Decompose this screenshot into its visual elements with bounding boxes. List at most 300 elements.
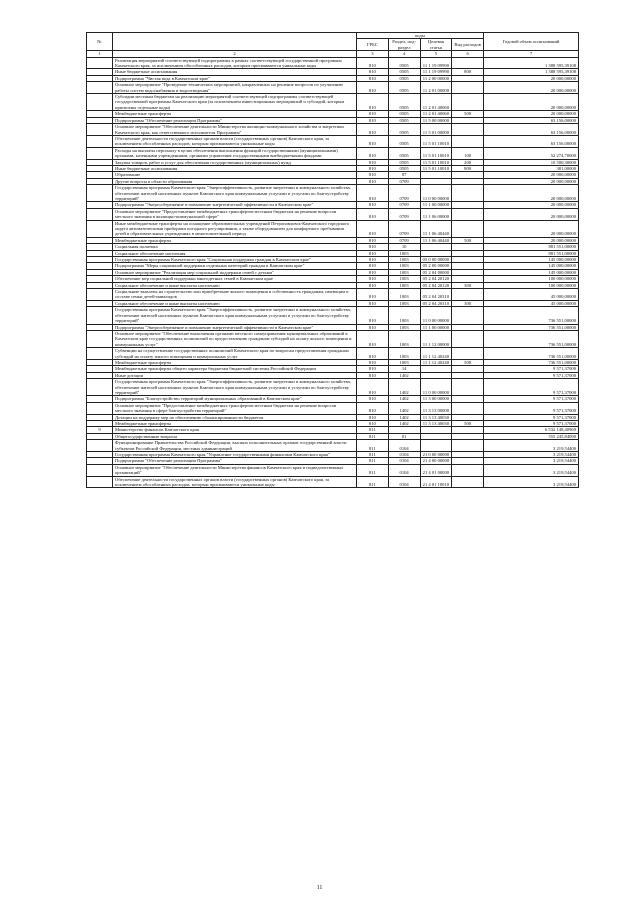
cell-cs: 11 3 13 40030	[420, 421, 452, 427]
cell-grbs: 810	[357, 82, 389, 94]
cell-vr	[452, 379, 484, 396]
table-row	[87, 220, 579, 237]
cell-vr: 200	[452, 159, 484, 165]
cell-cs: 11 5 01 10010	[420, 165, 452, 171]
cell-cs: 11 0 00 00000	[420, 379, 452, 396]
cell-sum: 3 219,54400	[484, 458, 579, 464]
cell-sum: 45 000,00000	[484, 289, 579, 301]
cell-sum: 3 219,54400	[484, 476, 579, 488]
cell-vr	[452, 124, 484, 136]
cell-grbs: 810	[357, 147, 389, 159]
cell-sum: 100 000,00000	[484, 276, 579, 282]
cell-sum: 100 000,00000	[484, 282, 579, 288]
cell-rz: 0505	[388, 82, 420, 94]
cell-sum: 20 000,00000	[484, 178, 579, 184]
cell-vr: 500	[452, 111, 484, 117]
cell-cs: 21 4 00 00000	[420, 458, 452, 464]
cell-cs: 11 1 12 00000	[420, 330, 452, 347]
cell-name: Иные дотации	[113, 372, 357, 378]
cell-vr	[452, 220, 484, 237]
cell-cs: 11 1 06 00000	[420, 208, 452, 220]
cell-rz: 1402	[388, 402, 420, 414]
cell-num	[87, 82, 113, 94]
cell-name: Расходы на выплаты персоналу в целях обеспечения выполнения функций государственными (муниципальными) органами, казенными учреждениями, органами управления государственными внебюджетными фондами	[113, 147, 357, 159]
cell-sum: 9 571,37000	[484, 366, 579, 372]
cell-sum: 1 388 595,39108	[484, 69, 579, 75]
cell-grbs: 810	[357, 208, 389, 220]
cell-vr: 500	[452, 237, 484, 243]
cell-vr	[452, 135, 484, 147]
cell-sum: 145 000,00000	[484, 257, 579, 263]
cell-sum: 3 219,54400	[484, 464, 579, 476]
cell-name: Министерство финансов Камчатского края	[113, 427, 357, 433]
page-number: 11	[316, 885, 323, 891]
cell-grbs: 810	[357, 69, 389, 75]
cell-name: Межбюджетные трансферты	[113, 111, 357, 117]
cell-name: Подпрограмма "Обеспечение реализации Программы"	[113, 458, 357, 464]
cell-name: Функционирование Правительства Российской Федерации, высших исполнительных органов государственной власти субъектов Российской Федерации, местных администраций	[113, 440, 357, 452]
cell-grbs: 810	[357, 421, 389, 427]
cell-sum: 9 571,37000	[484, 379, 579, 396]
cell-cs: 11 2 01 00000	[420, 82, 452, 94]
cell-grbs: 810	[357, 396, 389, 402]
cell-sum: 9 571,37000	[484, 414, 579, 420]
cell-name: Подпрограмма "Энергосбережение и повышение энергетической эффективности в Камчатском крае"	[113, 202, 357, 208]
cell-num	[87, 289, 113, 301]
cell-grbs: 811	[357, 433, 389, 439]
cell-cs: 05 2 04 20120	[420, 276, 452, 282]
cell-rz: 0104	[388, 440, 420, 452]
cell-name: Субсидии местным бюджетам на реализацию мероприятий соответствующей подпрограммы соответствующей государственной программы Камчатского края (за исключением инвестиционных мероприятий и субсидий, которым присвоены отдельные коды)	[113, 94, 357, 111]
table-row	[87, 94, 579, 111]
cell-vr	[452, 289, 484, 301]
cell-grbs: 810	[357, 250, 389, 256]
cell-name: Межбюджетные трансферты	[113, 237, 357, 243]
cell-grbs: 810	[357, 307, 389, 324]
cell-grbs: 811	[357, 440, 389, 452]
cell-name: Общегосударственные вопросы	[113, 433, 357, 439]
cell-grbs: 810	[357, 414, 389, 420]
cell-grbs: 810	[357, 220, 389, 237]
cell-sum: 63 156,00000	[484, 135, 579, 147]
cell-num	[87, 147, 113, 159]
cell-rz: 0505	[388, 57, 420, 69]
cell-name: Подпрограмма "Меры социальной поддержки отдельных категорий граждан в Камчатском крае"	[113, 263, 357, 269]
table-row	[87, 124, 579, 136]
header-cs: Целевая статья	[420, 39, 452, 51]
cell-sum: 63 156,00000	[484, 117, 579, 123]
cell-name: Основное мероприятие "Проведение технических мероприятий, направленных на решение вопросов по улучшению работы систем водоснабжения и водоотведения"	[113, 82, 357, 94]
cell-rz: 1003	[388, 300, 420, 306]
cell-cs: 05 0 00 00000	[420, 257, 452, 263]
cell-rz: 1003	[388, 359, 420, 365]
cell-sum: 3 219,54400	[484, 440, 579, 452]
cell-rz: 0505	[388, 94, 420, 111]
cell-sum: 20 000,00000	[484, 94, 579, 111]
cell-num	[87, 402, 113, 414]
cell-cs: 21 0 00 00000	[420, 452, 452, 458]
cell-num	[87, 208, 113, 220]
cell-rz: 1003	[388, 250, 420, 256]
cell-sum: 9 571,37000	[484, 396, 579, 402]
cell-sum: 381,00000	[484, 165, 579, 171]
cell-rz: 14	[388, 366, 420, 372]
cell-vr	[452, 402, 484, 414]
cell-vr	[452, 82, 484, 94]
cell-cs: 11 1 00 00000	[420, 324, 452, 330]
cell-rz: 0505	[388, 75, 420, 81]
cell-name: Межбюджетные трансферты	[113, 359, 357, 365]
cell-cs: 21 4 01 00000	[420, 464, 452, 476]
cell-rz: 0709	[388, 237, 420, 243]
cell-rz: 07	[388, 172, 420, 178]
cell-name: Основное мероприятие "Обеспечение деятельности Министерства финансов Камчатского края и подведомственных организаций"	[113, 464, 357, 476]
cell-vr: 300	[452, 282, 484, 288]
cell-rz: 1003	[388, 289, 420, 301]
cell-num	[87, 307, 113, 324]
table-row	[87, 185, 579, 202]
cell-name: Межбюджетные трансферты общего характера бюджетам бюджетной системы Российской Федерации	[113, 366, 357, 372]
cell-sum: 10 500,30000	[484, 159, 579, 165]
cell-vr	[452, 307, 484, 324]
cell-cs	[420, 440, 452, 452]
cell-rz: 0709	[388, 208, 420, 220]
cell-sum: 9 571,37000	[484, 402, 579, 414]
cell-rz: 0709	[388, 220, 420, 237]
cell-name: Иные бюджетные ассигнования	[113, 165, 357, 171]
cell-num	[87, 185, 113, 202]
cell-vr	[452, 208, 484, 220]
cell-sum: 20 000,00000	[484, 111, 579, 117]
cell-cs: 11 1 12 40240	[420, 359, 452, 365]
cell-name: Закупка товаров, работ и услуг для обеспечения государственных (муниципальных) нужд	[113, 159, 357, 165]
cell-grbs: 810	[357, 165, 389, 171]
cell-sum: 20 000,00000	[484, 237, 579, 243]
cell-grbs: 810	[357, 269, 389, 275]
cell-sum: 881 551,00000	[484, 250, 579, 256]
cell-sum: 9 571,37000	[484, 421, 579, 427]
cell-name: Социальное обеспечение населения	[113, 250, 357, 256]
column-index: 1	[87, 51, 113, 57]
cell-rz: 01	[388, 433, 420, 439]
cell-name: Основное мероприятие "Реализация мер социальной поддержки семей с детьми"	[113, 269, 357, 275]
cell-rz: 1003	[388, 276, 420, 282]
cell-grbs: 810	[357, 75, 389, 81]
cell-grbs: 810	[357, 330, 389, 347]
cell-grbs: 810	[357, 366, 389, 372]
cell-name: Основное мероприятие "Обеспечение выполнения органами местного самоуправления муниципальных образований в Камчатском крае государственных полномочий по предоставлению гражданам субсидий на оплату жилого помещения и коммунальных услуг"	[113, 330, 357, 347]
cell-cs: 05 2 04 00000	[420, 269, 452, 275]
cell-name: Межбюджетные трансферты	[113, 421, 357, 427]
cell-rz: 0505	[388, 124, 420, 136]
column-index: 3	[357, 51, 389, 57]
cell-grbs: 810	[357, 282, 389, 288]
header-num: №	[87, 33, 113, 51]
cell-grbs: 810	[357, 324, 389, 330]
cell-sum: 145 000,00000	[484, 269, 579, 275]
cell-rz: 0505	[388, 147, 420, 159]
cell-rz: 0709	[388, 202, 420, 208]
cell-rz: 1402	[388, 414, 420, 420]
cell-name: Государственная программа Камчатского края "Социальная поддержка граждан в Камчатском крае"	[113, 257, 357, 263]
cell-grbs: 810	[357, 124, 389, 136]
cell-grbs: 811	[357, 464, 389, 476]
budget-table	[86, 32, 579, 488]
cell-grbs: 810	[357, 111, 389, 117]
cell-name: Иные межбюджетные трансферты на оснащение образовательных учреждений Петропавловск-Камчатского городского округа автоматическими приборами погодного регулирования, а также оборудованием для комфортного пребывания детей в образовательных учреждениях в межотопительный период	[113, 220, 357, 237]
column-index: 5	[420, 51, 452, 57]
cell-cs: 11 1 19 09990	[420, 69, 452, 75]
cell-cs: 11 1 19 09990	[420, 57, 452, 69]
cell-sum: 736 551,00000	[484, 330, 579, 347]
table-row	[87, 440, 579, 452]
cell-cs: 11 2 00 00000	[420, 75, 452, 81]
cell-cs: 05 2 04 20310	[420, 289, 452, 301]
cell-rz: 1003	[388, 257, 420, 263]
cell-sum: 3 219,54400	[484, 452, 579, 458]
cell-rz: 0104	[388, 452, 420, 458]
header-vr: Вид расходов	[452, 39, 484, 51]
table-row	[87, 464, 579, 476]
cell-cs: 11 1 06 40440	[420, 220, 452, 237]
cell-name: Социальная политика	[113, 244, 357, 250]
cell-rz: 1003	[388, 269, 420, 275]
cell-rz: 1003	[388, 307, 420, 324]
cell-grbs: 811	[357, 458, 389, 464]
cell-name: Подпрограмма "Обеспечение реализации Программы"	[113, 117, 357, 123]
cell-vr	[452, 57, 484, 69]
cell-rz: 1402	[388, 421, 420, 427]
cell-name: Социальные выплаты на строительство или приобретение жилого помещения в собственность гражданам, имеющим в составе семьи детей-инвалидов	[113, 289, 357, 301]
cell-grbs: 810	[357, 94, 389, 111]
cell-rz: 10	[388, 244, 420, 250]
cell-grbs: 810	[357, 185, 389, 202]
cell-num	[87, 57, 113, 69]
cell-sum: 6 532 148,40969	[484, 427, 579, 433]
cell-vr: 100	[452, 147, 484, 159]
cell-sum: 736 551,00000	[484, 307, 579, 324]
cell-vr: 800	[452, 69, 484, 75]
table-row	[87, 379, 579, 396]
header-sum: Годовой объем ассигнований	[484, 33, 579, 51]
cell-name: Обеспечение деятельности государственных органов власти (государственных органов) Камчатского края, за исключением обособленных расходов, которым присваиваются уникальные коды	[113, 135, 357, 147]
header-row-codes	[87, 33, 579, 39]
cell-grbs: 810	[357, 289, 389, 301]
cell-num	[87, 476, 113, 488]
cell-grbs: 810	[357, 263, 389, 269]
cell-grbs: 810	[357, 372, 389, 378]
cell-cs: 11 1 06 40440	[420, 237, 452, 243]
cell-cs: 05 2 04 20120	[420, 282, 452, 288]
cell-vr	[452, 94, 484, 111]
cell-rz: 0709	[388, 185, 420, 202]
column-index: 6	[452, 51, 484, 57]
cell-cs: 05 2 00 00000	[420, 263, 452, 269]
cell-cs: 11 5 00 00000	[420, 117, 452, 123]
cell-vr: 500	[452, 359, 484, 365]
cell-num	[87, 330, 113, 347]
header-name	[113, 33, 357, 51]
cell-name: Субвенции на осуществление государственных полномочий Камчатского края по вопросам предоставления гражданам субсидий на оплату жилого помещения и коммунальных услуг	[113, 348, 357, 360]
cell-grbs: 810	[357, 359, 389, 365]
cell-rz: 0104	[388, 476, 420, 488]
cell-grbs: 810	[357, 135, 389, 147]
cell-name: Дотации на поддержку мер по обеспечению сбалансированности бюджетов	[113, 414, 357, 420]
cell-num: 9	[87, 427, 113, 433]
cell-rz: 0104	[388, 464, 420, 476]
cell-cs: 11 3 00 00000	[420, 396, 452, 402]
cell-name: Реализация мероприятий соответствующей подпрограммы в рамках соответствующей государственной программы Камчатского края, за исключением обособленных расходов, которым присваиваются уникальные коды	[113, 57, 357, 69]
table-body	[87, 57, 579, 488]
cell-name: Государственная программа Камчатского края "Управление государственными финансами Камчатского края"	[113, 452, 357, 458]
cell-sum: 63 156,00000	[484, 124, 579, 136]
cell-name: Государственная программа Камчатского края "Энергоэффективность, развитие энергетики и коммунального хозяйства, обеспечение жителей населенных пунктов Камчатского края коммунальными услугами и услугами по благоустройству территорий"	[113, 185, 357, 202]
cell-grbs: 810	[357, 276, 389, 282]
cell-name: Основное мероприятие "Предоставление межбюджетных трансфертов местным бюджетам на решение вопросов местного значения в жилищно-коммунальной сфере"	[113, 208, 357, 220]
cell-sum: 555 245,84090	[484, 433, 579, 439]
cell-num	[87, 124, 113, 136]
cell-cs: 11 2 01 40060	[420, 94, 452, 111]
cell-rz: 0505	[388, 69, 420, 75]
cell-cs: 11 0 00 00000	[420, 185, 452, 202]
cell-sum: 1 388 595,39108	[484, 57, 579, 69]
cell-sum: 52 274,70000	[484, 147, 579, 159]
table-row	[87, 147, 579, 159]
cell-rz: 0505	[388, 135, 420, 147]
table-row	[87, 330, 579, 347]
cell-grbs: 810	[357, 237, 389, 243]
table-row	[87, 135, 579, 147]
cell-sum: 20 000,00000	[484, 220, 579, 237]
header-grbs: ГРБС	[357, 39, 389, 51]
cell-rz: 0505	[388, 159, 420, 165]
cell-name: Другие вопросы в области образования	[113, 178, 357, 184]
header-codes-group: коды	[357, 33, 484, 39]
column-index: 4	[388, 51, 420, 57]
cell-cs: 11 5 01 10010	[420, 159, 452, 165]
cell-name: Подпрограмма "Чистая вода в Камчатском крае"	[113, 75, 357, 81]
cell-num	[87, 220, 113, 237]
cell-rz: 0505	[388, 111, 420, 117]
cell-num	[87, 348, 113, 360]
cell-name: Образование	[113, 172, 357, 178]
cell-name: Основное мероприятие "Предоставление межбюджетных трансфертов местным бюджетам на решение вопросов местного значения в сфере благоустройства территорий"	[113, 402, 357, 414]
cell-name: Подпрограмма "Благоустройство территорий муниципальных образований в Камчатском крае"	[113, 396, 357, 402]
cell-grbs: 810	[357, 402, 389, 414]
header-rz: Раздел, под-раздел	[388, 39, 420, 51]
cell-vr	[452, 464, 484, 476]
cell-sum: 20 000,00000	[484, 172, 579, 178]
cell-sum: 20 000,00000	[484, 82, 579, 94]
cell-sum: 20 000,00000	[484, 208, 579, 220]
cell-rz: 1402	[388, 372, 420, 378]
cell-rz: 1003	[388, 263, 420, 269]
cell-num	[87, 379, 113, 396]
cell-grbs: 810	[357, 178, 389, 184]
cell-grbs: 810	[357, 172, 389, 178]
cell-cs: 05 2 04 20310	[420, 300, 452, 306]
cell-grbs: 810	[357, 379, 389, 396]
cell-cs: 11 3 13 00000	[420, 402, 452, 414]
cell-sum: 736 551,00000	[484, 348, 579, 360]
cell-cs: 11 1 00 00000	[420, 202, 452, 208]
column-index: 2	[113, 51, 357, 57]
cell-name: Подпрограмма "Энергосбережение и повышение энергетической эффективности в Камчатском крае"	[113, 324, 357, 330]
cell-name: Основное мероприятие "Обеспечение деятельности Министерства жилищно-коммунального хозяйства и энергетики Камчатского края, как ответственного исполнителя Программы"	[113, 124, 357, 136]
table-row	[87, 307, 579, 324]
cell-grbs: 810	[357, 244, 389, 250]
cell-name: Иные бюджетные ассигнования	[113, 69, 357, 75]
cell-rz: 0505	[388, 165, 420, 171]
cell-grbs: 811	[357, 427, 389, 433]
cell-sum: 9 571,37000	[484, 372, 579, 378]
cell-grbs: 810	[357, 300, 389, 306]
cell-name: Государственная программа Камчатского края "Энергоэффективность, развитие энергетики и коммунального хозяйства, обеспечение жителей населенных пунктов Камчатского края коммунальными услугами и услугами по благоустройству территорий"	[113, 379, 357, 396]
cell-grbs: 810	[357, 257, 389, 263]
cell-sum: 20 000,00000	[484, 202, 579, 208]
cell-name: Обеспечение деятельности государственных органов власти (государственных органов) Камчатского края, за исключением обособленных расходов, которым присваиваются уникальные коды	[113, 476, 357, 488]
cell-num	[87, 135, 113, 147]
cell-grbs: 810	[357, 57, 389, 69]
cell-cs: 11 5 01 10010	[420, 135, 452, 147]
cell-grbs: 810	[357, 117, 389, 123]
cell-sum: 20 000,00000	[484, 185, 579, 202]
cell-grbs: 811	[357, 476, 389, 488]
cell-num	[87, 440, 113, 452]
cell-cs: 11 3 13 40030	[420, 414, 452, 420]
cell-rz: 1402	[388, 379, 420, 396]
cell-grbs: 810	[357, 159, 389, 165]
table-row	[87, 57, 579, 69]
cell-sum: 45 000,00000	[484, 300, 579, 306]
cell-vr	[452, 476, 484, 488]
cell-rz: 1003	[388, 324, 420, 330]
cell-cs: 11 2 01 40060	[420, 111, 452, 117]
cell-grbs: 811	[357, 452, 389, 458]
table-row	[87, 476, 579, 488]
cell-num	[87, 464, 113, 476]
cell-sum: 145 000,00000	[484, 263, 579, 269]
cell-vr: 500	[452, 421, 484, 427]
cell-sum: 881 551,00000	[484, 244, 579, 250]
cell-vr	[452, 185, 484, 202]
cell-sum: 736 551,00000	[484, 324, 579, 330]
cell-vr: 800	[452, 165, 484, 171]
cell-rz: 0104	[388, 458, 420, 464]
cell-vr	[452, 348, 484, 360]
cell-cs: 21 4 01 10010	[420, 476, 452, 488]
cell-name: Обеспечение мер социальной поддержки многодетных семей в Камчатском крае	[113, 276, 357, 282]
cell-vr: 300	[452, 300, 484, 306]
cell-grbs: 810	[357, 348, 389, 360]
cell-num	[87, 94, 113, 111]
cell-vr	[452, 440, 484, 452]
cell-name: Государственная программа Камчатского края "Энергоэффективность, развитие энергетики и коммунального хозяйства, обеспечение жителей населенных пунктов Камчатского края коммунальными услугами и услугами по благоустройству территорий"	[113, 307, 357, 324]
table-row	[87, 208, 579, 220]
table-row	[87, 82, 579, 94]
cell-sum: 736 551,00000	[484, 359, 579, 365]
cell-name: Социальное обеспечение и иные выплаты населению	[113, 282, 357, 288]
cell-name: Социальное обеспечение и иные выплаты населению	[113, 300, 357, 306]
cell-cs: 11 0 00 00000	[420, 307, 452, 324]
cell-grbs: 810	[357, 202, 389, 208]
cell-sum: 20 000,00000	[484, 75, 579, 81]
cell-rz: 0505	[388, 117, 420, 123]
cell-rz: 1402	[388, 396, 420, 402]
cell-rz: 0709	[388, 178, 420, 184]
cell-cs: 11 1 12 40240	[420, 348, 452, 360]
cell-rz: 1003	[388, 330, 420, 347]
